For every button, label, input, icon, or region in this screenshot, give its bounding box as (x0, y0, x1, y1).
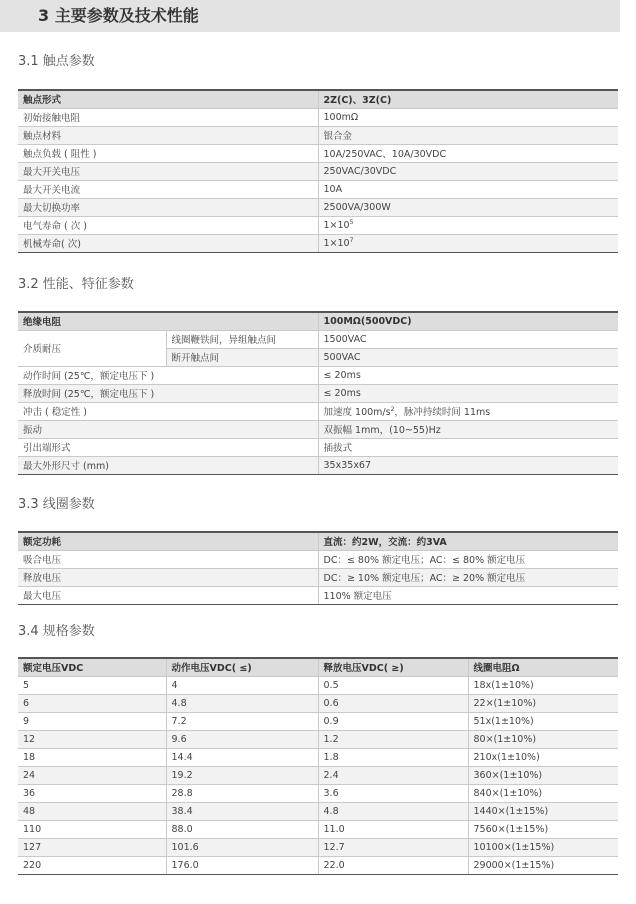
header-cell: 额定功耗 (18, 532, 318, 550)
table-cell (318, 234, 618, 252)
table-cell: 88.0 (166, 820, 318, 838)
table-cell: ≤ 20ms (318, 384, 618, 402)
value-base: 1×10 (323, 237, 350, 249)
table-cell: 双振幅 1mm，(10~55)Hz (318, 420, 618, 438)
table-row (18, 766, 618, 784)
table-cell: 24 (18, 766, 166, 784)
table-cell: 14.4 (166, 748, 318, 766)
value-text: 加速度 100m/s (323, 407, 391, 418)
table-cell: 1.2 (318, 730, 468, 748)
table-cell: 500VAC (318, 348, 618, 366)
table-cell: 1440×(1±15%) (468, 802, 618, 820)
table-header-row (18, 658, 618, 676)
table-cell: 250VAC/30VDC (318, 162, 618, 180)
table-row (18, 234, 618, 252)
table-row (18, 730, 618, 748)
table-cell: 振动 (18, 420, 318, 438)
table-row (18, 586, 618, 604)
value-base: 1×10 (323, 219, 350, 231)
table-cell: 51x(1±10%) (468, 712, 618, 730)
table-cell: 银合金 (318, 126, 618, 144)
table-cell: 0.5 (318, 676, 468, 694)
header-cell: 直流：约2W，交流：约3VA (318, 532, 618, 550)
table-row (18, 676, 618, 694)
table-cell: 220 (18, 856, 166, 874)
table-cell: 10A (318, 180, 618, 198)
section-title-contact: 3.1 触点参数 (18, 54, 95, 69)
value-exponent: 2 (390, 405, 395, 413)
table-cell: 插拔式 (318, 438, 618, 456)
table-cell: 110% 额定电压 (318, 586, 618, 604)
table-row (18, 438, 618, 456)
table-row (18, 108, 618, 126)
coil-params-table (18, 531, 618, 605)
table-row (18, 162, 618, 180)
table-cell: 22×(1±10%) (468, 694, 618, 712)
table-cell: 101.6 (166, 838, 318, 856)
table-row (18, 402, 618, 420)
page-title: 3 主要参数及技术性能 (0, 0, 620, 32)
table-cell: 吸合电压 (18, 550, 318, 568)
table-cell: 110 (18, 820, 166, 838)
table-cell: 1.8 (318, 748, 468, 766)
table-row (18, 568, 618, 586)
table-row (18, 420, 618, 438)
header-cell: 2Z(C)、3Z(C) (318, 90, 618, 108)
table-row (18, 712, 618, 730)
table-cell: 176.0 (166, 856, 318, 874)
table-cell: 4.8 (166, 694, 318, 712)
table-row (18, 820, 618, 838)
table-cell: 触点负载 ( 阻性 ) (18, 144, 318, 162)
table-row (18, 856, 618, 874)
header-cell: 释放电压VDC( ≥) (318, 658, 468, 676)
table-cell: 210x(1±10%) (468, 748, 618, 766)
table-cell: ≤ 20ms (318, 366, 618, 384)
table-cell: 最大切换功率 (18, 198, 318, 216)
table-header-row (18, 90, 618, 108)
table-cell: 9.6 (166, 730, 318, 748)
table-cell: 动作时间 (25℃，额定电压下 ) (18, 366, 318, 384)
table-cell: 28.8 (166, 784, 318, 802)
table-cell: 22.0 (318, 856, 468, 874)
table-cell: 80×(1±10%) (468, 730, 618, 748)
table-cell: 触点材料 (18, 126, 318, 144)
table-cell: 最大开关电流 (18, 180, 318, 198)
contact-params-table (18, 89, 618, 253)
table-row (18, 198, 618, 216)
table-cell: 介质耐压 (18, 330, 166, 366)
table-cell: 7.2 (166, 712, 318, 730)
table-cell: 18x(1±10%) (468, 676, 618, 694)
table-row (18, 802, 618, 820)
table-cell: 11.0 (318, 820, 468, 838)
table-row (18, 330, 618, 348)
table-cell: 3.6 (318, 784, 468, 802)
table-cell: 机械寿命( 次) (18, 234, 318, 252)
table-cell: 127 (18, 838, 166, 856)
table-row (18, 748, 618, 766)
table-cell: 最大电压 (18, 586, 318, 604)
table-cell: 释放电压 (18, 568, 318, 586)
table-row (18, 180, 618, 198)
table-cell: 100mΩ (318, 108, 618, 126)
value-exponent: 7 (349, 236, 354, 244)
table-cell: 断开触点间 (166, 348, 318, 366)
table-cell: 48 (18, 802, 166, 820)
table-cell: 4 (166, 676, 318, 694)
table-cell: 2500VA/300W (318, 198, 618, 216)
table-cell: 9 (18, 712, 166, 730)
table-cell: 360×(1±10%) (468, 766, 618, 784)
section-title-performance: 3.2 性能、特征参数 (18, 277, 134, 292)
section-title-coil: 3.3 线圈参数 (18, 497, 95, 512)
table-cell: 最大外形尺寸 (mm) (18, 456, 318, 474)
table-row (18, 550, 618, 568)
table-cell: 冲击 ( 稳定性 ) (18, 402, 318, 420)
table-cell: 初始接触电阻 (18, 108, 318, 126)
table-cell: 7560×(1±15%) (468, 820, 618, 838)
table-cell: 19.2 (166, 766, 318, 784)
table-cell: 电气寿命 ( 次 ) (18, 216, 318, 234)
header-cell: 额定电压VDC (18, 658, 166, 676)
table-row (18, 144, 618, 162)
header-cell: 绝缘电阻 (18, 312, 318, 330)
table-cell: DC：≥ 10% 额定电压；AC：≥ 20% 额定电压 (318, 568, 618, 586)
table-cell: 12 (18, 730, 166, 748)
table-cell: 1500VAC (318, 330, 618, 348)
table-cell: 10A/250VAC、10A/30VDC (318, 144, 618, 162)
table-cell (318, 216, 618, 234)
header-cell: 线圈电阻Ω (468, 658, 618, 676)
table-cell: 最大开关电压 (18, 162, 318, 180)
table-header-row (18, 532, 618, 550)
table-cell: 0.9 (318, 712, 468, 730)
value-text: ，脉冲持续时间 11ms (394, 407, 491, 418)
table-cell: 38.4 (166, 802, 318, 820)
table-cell: 29000×(1±15%) (468, 856, 618, 874)
table-cell: 2.4 (318, 766, 468, 784)
table-cell: 36 (18, 784, 166, 802)
table-cell: 4.8 (318, 802, 468, 820)
table-row (18, 784, 618, 802)
header-cell: 触点形式 (18, 90, 318, 108)
table-row (18, 384, 618, 402)
header-cell: 动作电压VDC( ≤) (166, 658, 318, 676)
header-cell: 100MΩ(500VDC) (318, 312, 618, 330)
table-cell: 释放时间 (25℃，额定电压下 ) (18, 384, 318, 402)
table-row (18, 126, 618, 144)
table-cell: 引出端形式 (18, 438, 318, 456)
table-cell: 线圈鞭铁间，异组触点间 (166, 330, 318, 348)
table-cell: 5 (18, 676, 166, 694)
table-cell: 10100×(1±15%) (468, 838, 618, 856)
table-cell: 0.6 (318, 694, 468, 712)
spec-params-table (18, 657, 618, 875)
table-header-row (18, 312, 618, 330)
section-title-specs: 3.4 规格参数 (18, 624, 95, 639)
table-cell (318, 402, 618, 420)
table-row (18, 838, 618, 856)
table-cell: 18 (18, 748, 166, 766)
performance-params-table (18, 311, 618, 475)
table-row (18, 216, 618, 234)
table-cell: DC：≤ 80% 额定电压；AC：≤ 80% 额定电压 (318, 550, 618, 568)
table-row (18, 694, 618, 712)
table-row (18, 366, 618, 384)
table-cell: 12.7 (318, 838, 468, 856)
table-cell: 35x35x67 (318, 456, 618, 474)
value-exponent: 5 (349, 218, 354, 226)
table-row (18, 456, 618, 474)
table-cell: 6 (18, 694, 166, 712)
table-cell: 840×(1±10%) (468, 784, 618, 802)
